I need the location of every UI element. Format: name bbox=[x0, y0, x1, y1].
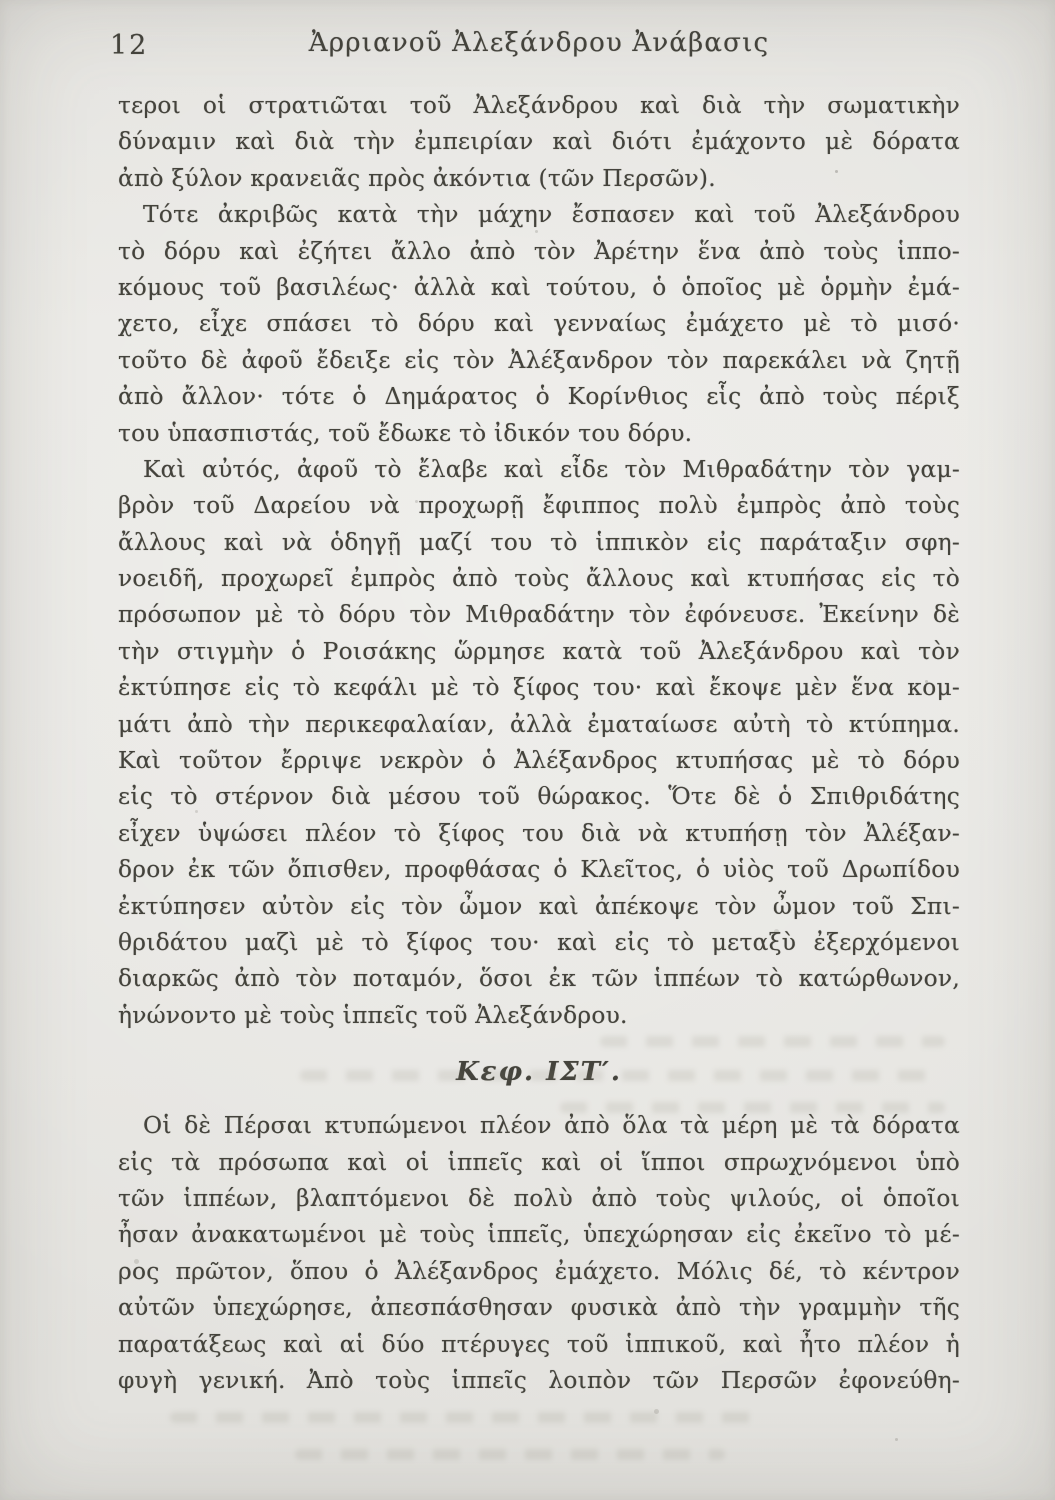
text-line: Καὶ τοῦτον ἔρριψε νεκρὸν ὁ Ἀλέξανδρος κτυπήσας μὲ τὸ δόρυ bbox=[118, 747, 960, 775]
text-line: εἰς τὸ στέρνον διὰ μέσου τοῦ θώρακος. Ὅτε δὲ ὁ Σπιθριδάτης bbox=[118, 783, 960, 811]
text-line: διαρκῶς ἀπὸ τὸν ποταμόν, ὅσοι ἐκ τῶν ἱππέων τὸ κατώρθωνον, bbox=[118, 965, 960, 993]
text-line: Καὶ αὐτός, ἀφοῦ τὸ ἔλαβε καὶ εἶδε τὸν Μιθραδάτην τὸν γαμ- bbox=[143, 455, 960, 483]
text-line: κόμους τοῦ βασιλέως· ἀλλὰ καὶ τούτου, ὁ ὁποῖος μὲ ὁρμὴν ἐμά- bbox=[118, 273, 960, 301]
text-line: τὸ δόρυ καὶ ἐζήτει ἄλλο ἀπὸ τὸν Ἀρέτην ἕνα ἀπὸ τοὺς ἱππο- bbox=[118, 237, 960, 265]
text-line: τῶν ἱππέων, βλαπτόμενοι δὲ πολὺ ἀπὸ τοὺς ψιλούς, οἱ ὁποῖοι bbox=[118, 1184, 960, 1212]
text-line: εἶχεν ὑψώσει πλέον τὸ ξίφος του διὰ νὰ κτυπήσῃ τὸν Ἀλέξαν- bbox=[118, 819, 960, 847]
text-line: ἦσαν ἀνακατωμένοι μὲ τοὺς ἱππεῖς, ὑπεχώρησαν εἰς ἐκεῖνο τὸ μέ- bbox=[118, 1221, 960, 1249]
paragraph bbox=[118, 1108, 960, 1399]
text-line: του ὑπασπιστάς, τοῦ ἔδωκε τὸ ἰδικόν του δόρυ. bbox=[118, 419, 693, 447]
text-line: δρον ἐκ τῶν ὄπισθεν, προφθάσας ὁ Κλεῖτος, ὁ υἱὸς τοῦ Δρωπίδου bbox=[118, 856, 960, 884]
text-line: δύναμιν καὶ διὰ τὴν ἐμπειρίαν καὶ διότι ἐμάχοντο μὲ δόρατα bbox=[118, 128, 960, 156]
text-line: αὐτῶν ὑπεχώρησε, ἀπεσπάσθησαν φυσικὰ ἀπὸ τὴν γραμμὴν τῆς bbox=[118, 1294, 960, 1322]
paragraph bbox=[118, 452, 960, 1034]
text-line: ἀπὸ ἄλλον· τότε ὁ Δημάρατος ὁ Κορίνθιος εἷς ἀπὸ τοὺς πέριξ bbox=[118, 383, 960, 411]
text-line: πρόσωπον μὲ τὸ δόρυ τὸν Μιθραδάτην τὸν ἐφόνευσε. Ἐκείνην δὲ bbox=[118, 601, 960, 629]
running-header bbox=[110, 28, 960, 64]
text-line: τὴν στιγμὴν ὁ Ροισάκης ὥρμησε κατὰ τοῦ Ἀλεξάνδρου καὶ τὸν bbox=[118, 637, 960, 665]
text-line: ἡνώνοντο μὲ τοὺς ἱππεῖς τοῦ Ἀλεξάνδρου. bbox=[118, 1001, 628, 1029]
showthrough-mark bbox=[560, 1102, 945, 1113]
text-line: τοῦτο δὲ ἀφοῦ ἔδειξε εἰς τὸν Ἀλέξανδρον τὸν παρεκάλει νὰ ζητῇ bbox=[118, 346, 960, 374]
text-line: παρατάξεως καὶ αἱ δύο πτέρυγες τοῦ ἱππικοῦ, καὶ ἦτο πλέον ἡ bbox=[118, 1330, 960, 1358]
text-line: εἰς τὰ πρόσωπα καὶ οἱ ἱππεῖς καὶ οἱ ἵπποι σπρωχνόμενοι ὑπὸ bbox=[118, 1148, 960, 1176]
text-line: ἐκτύπησε εἰς τὸ κεφάλι μὲ τὸ ξίφος του· καὶ ἔκοψε μὲν ἕνα κομ- bbox=[118, 674, 960, 702]
showthrough-mark bbox=[295, 1449, 725, 1460]
text-line: μάτι ἀπὸ τὴν περικεφαλαίαν, ἀλλὰ ἐματαίωσε αὐτὴ τὸ κτύπημα. bbox=[118, 710, 960, 738]
page-number: 12 bbox=[110, 30, 149, 61]
text-line: ἄλλους καὶ νὰ ὁδηγῇ μαζί του τὸ ἱππικὸν εἰς παράταξιν σφη- bbox=[118, 528, 960, 556]
text-line: Οἱ δὲ Πέρσαι κτυπώμενοι πλέον ἀπὸ ὅλα τὰ μέρη μὲ τὰ δόρατα bbox=[143, 1112, 960, 1140]
text-line: χετο, εἶχε σπάσει τὸ δόρυ καὶ γενναίως ἐμάχετο μὲ τὸ μισό· bbox=[118, 310, 960, 338]
showthrough-mark bbox=[170, 1412, 765, 1423]
text-line: ρος πρῶτον, ὅπου ὁ Ἀλέξανδρος ἐμάχετο. Μόλις δέ, τὸ κέντρον bbox=[118, 1257, 960, 1285]
text-column bbox=[118, 88, 960, 1399]
chapter-heading: Κεφ. ΙΣΤ′. bbox=[456, 1057, 622, 1088]
text-line: βρὸν τοῦ Δαρείου νὰ προχωρῇ ἔφιππος πολὺ ἐμπρὸς ἀπὸ τοὺς bbox=[118, 492, 960, 520]
text-line: φυγὴ γενική. Ἀπὸ τοὺς ἱππεῖς λοιπὸν τῶν Περσῶν ἐφονεύθη- bbox=[118, 1366, 960, 1394]
text-line: τεροι οἱ στρατιῶται τοῦ Ἀλεξάνδρου καὶ διὰ τὴν σωματικὴν bbox=[118, 92, 960, 119]
text-line: θριδάτου μαζὶ μὲ τὸ ξίφος του· καὶ εἰς τὸ μεταξὺ ἐξερχόμενοι bbox=[118, 928, 960, 956]
paragraph-continuation bbox=[118, 88, 960, 197]
paper-speckles bbox=[835, 170, 838, 173]
text-line: ἐκτύπησεν αὐτὸν εἰς τὸν ὦμον καὶ ἀπέκοψε τὸν ὦμον τοῦ Σπι- bbox=[118, 892, 960, 920]
showthrough-mark bbox=[300, 1070, 940, 1081]
text-line: Τότε ἀκριβῶς κατὰ τὴν μάχην ἔσπασεν καὶ τοῦ Ἀλεξάνδρου bbox=[143, 201, 960, 229]
paragraph bbox=[118, 197, 960, 452]
text-line: ἀπὸ ξύλον κρανειᾶς πρὸς ἀκόντια (τῶν Περσῶν). bbox=[118, 164, 716, 192]
running-title: Ἀρριανοῦ Ἀλεξάνδρου Ἀνάβασις bbox=[308, 28, 770, 58]
text-line: νοειδῆ, προχωρεῖ ἐμπρὸς ἀπὸ τοὺς ἄλλους καὶ κτυπήσας εἰς τὸ bbox=[118, 565, 960, 593]
showthrough-mark bbox=[600, 1036, 945, 1047]
